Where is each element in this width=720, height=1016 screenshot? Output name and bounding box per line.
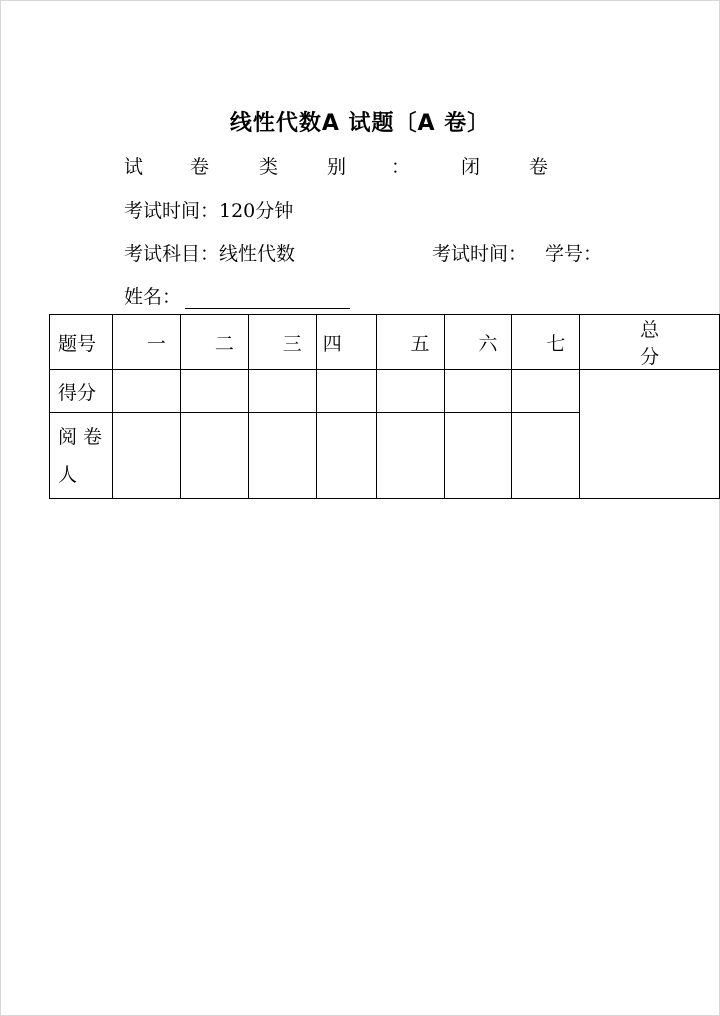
exam-type-char: 卷 [190, 156, 210, 178]
reviewer-cell[interactable] [180, 413, 248, 499]
score-table [49, 314, 720, 499]
total-score-header: 总 分 [580, 315, 720, 370]
name-row [124, 282, 350, 309]
score-cell[interactable] [113, 370, 181, 413]
student-id-label: 学号： [545, 243, 603, 265]
exam-type-char: 卷 [529, 156, 549, 178]
total-score-cell[interactable] [580, 370, 720, 499]
exam-type-char: ： [391, 156, 411, 178]
exam-subject: 考试科目：线性代数 [124, 243, 296, 265]
score-row-label: 得分 [50, 370, 113, 413]
question-number-header: 题号 [50, 315, 113, 370]
exam-type-char: 别 [327, 156, 347, 178]
reviewer-cell[interactable] [316, 413, 376, 499]
score-cell[interactable] [180, 370, 248, 413]
score-cell[interactable] [248, 370, 316, 413]
exam-type-char: 闭 [461, 156, 481, 178]
reviewer-label-line1: 阅卷 [58, 425, 109, 448]
question-header: 一 [113, 315, 181, 370]
score-cell[interactable] [512, 370, 580, 413]
score-cell[interactable] [376, 370, 444, 413]
table-row [50, 370, 720, 413]
reviewer-row-label [50, 413, 113, 499]
score-cell[interactable] [316, 370, 376, 413]
exam-title: 线性代数A 试题〔A 卷〕 [229, 111, 491, 136]
exam-time-label: 考试时间： [432, 243, 528, 265]
reviewer-cell[interactable] [113, 413, 181, 499]
reviewer-cell[interactable] [248, 413, 316, 499]
name-field[interactable] [185, 288, 350, 309]
question-header: 六 [444, 315, 512, 370]
name-label: 姓名： [124, 286, 182, 308]
reviewer-cell[interactable] [512, 413, 580, 499]
table-row [50, 315, 720, 370]
reviewer-cell[interactable] [444, 413, 512, 499]
question-header: 七 [512, 315, 580, 370]
reviewer-label-line2: 人 [58, 463, 84, 486]
exam-type-char: 试 [124, 156, 144, 178]
exam-type-char: 类 [259, 156, 279, 178]
exam-duration: 考试时间：120分钟 [124, 200, 294, 222]
question-header: 四 [316, 315, 376, 370]
question-header: 三 [248, 315, 316, 370]
reviewer-cell[interactable] [376, 413, 444, 499]
question-header: 五 [376, 315, 444, 370]
score-cell[interactable] [444, 370, 512, 413]
question-header: 二 [180, 315, 248, 370]
